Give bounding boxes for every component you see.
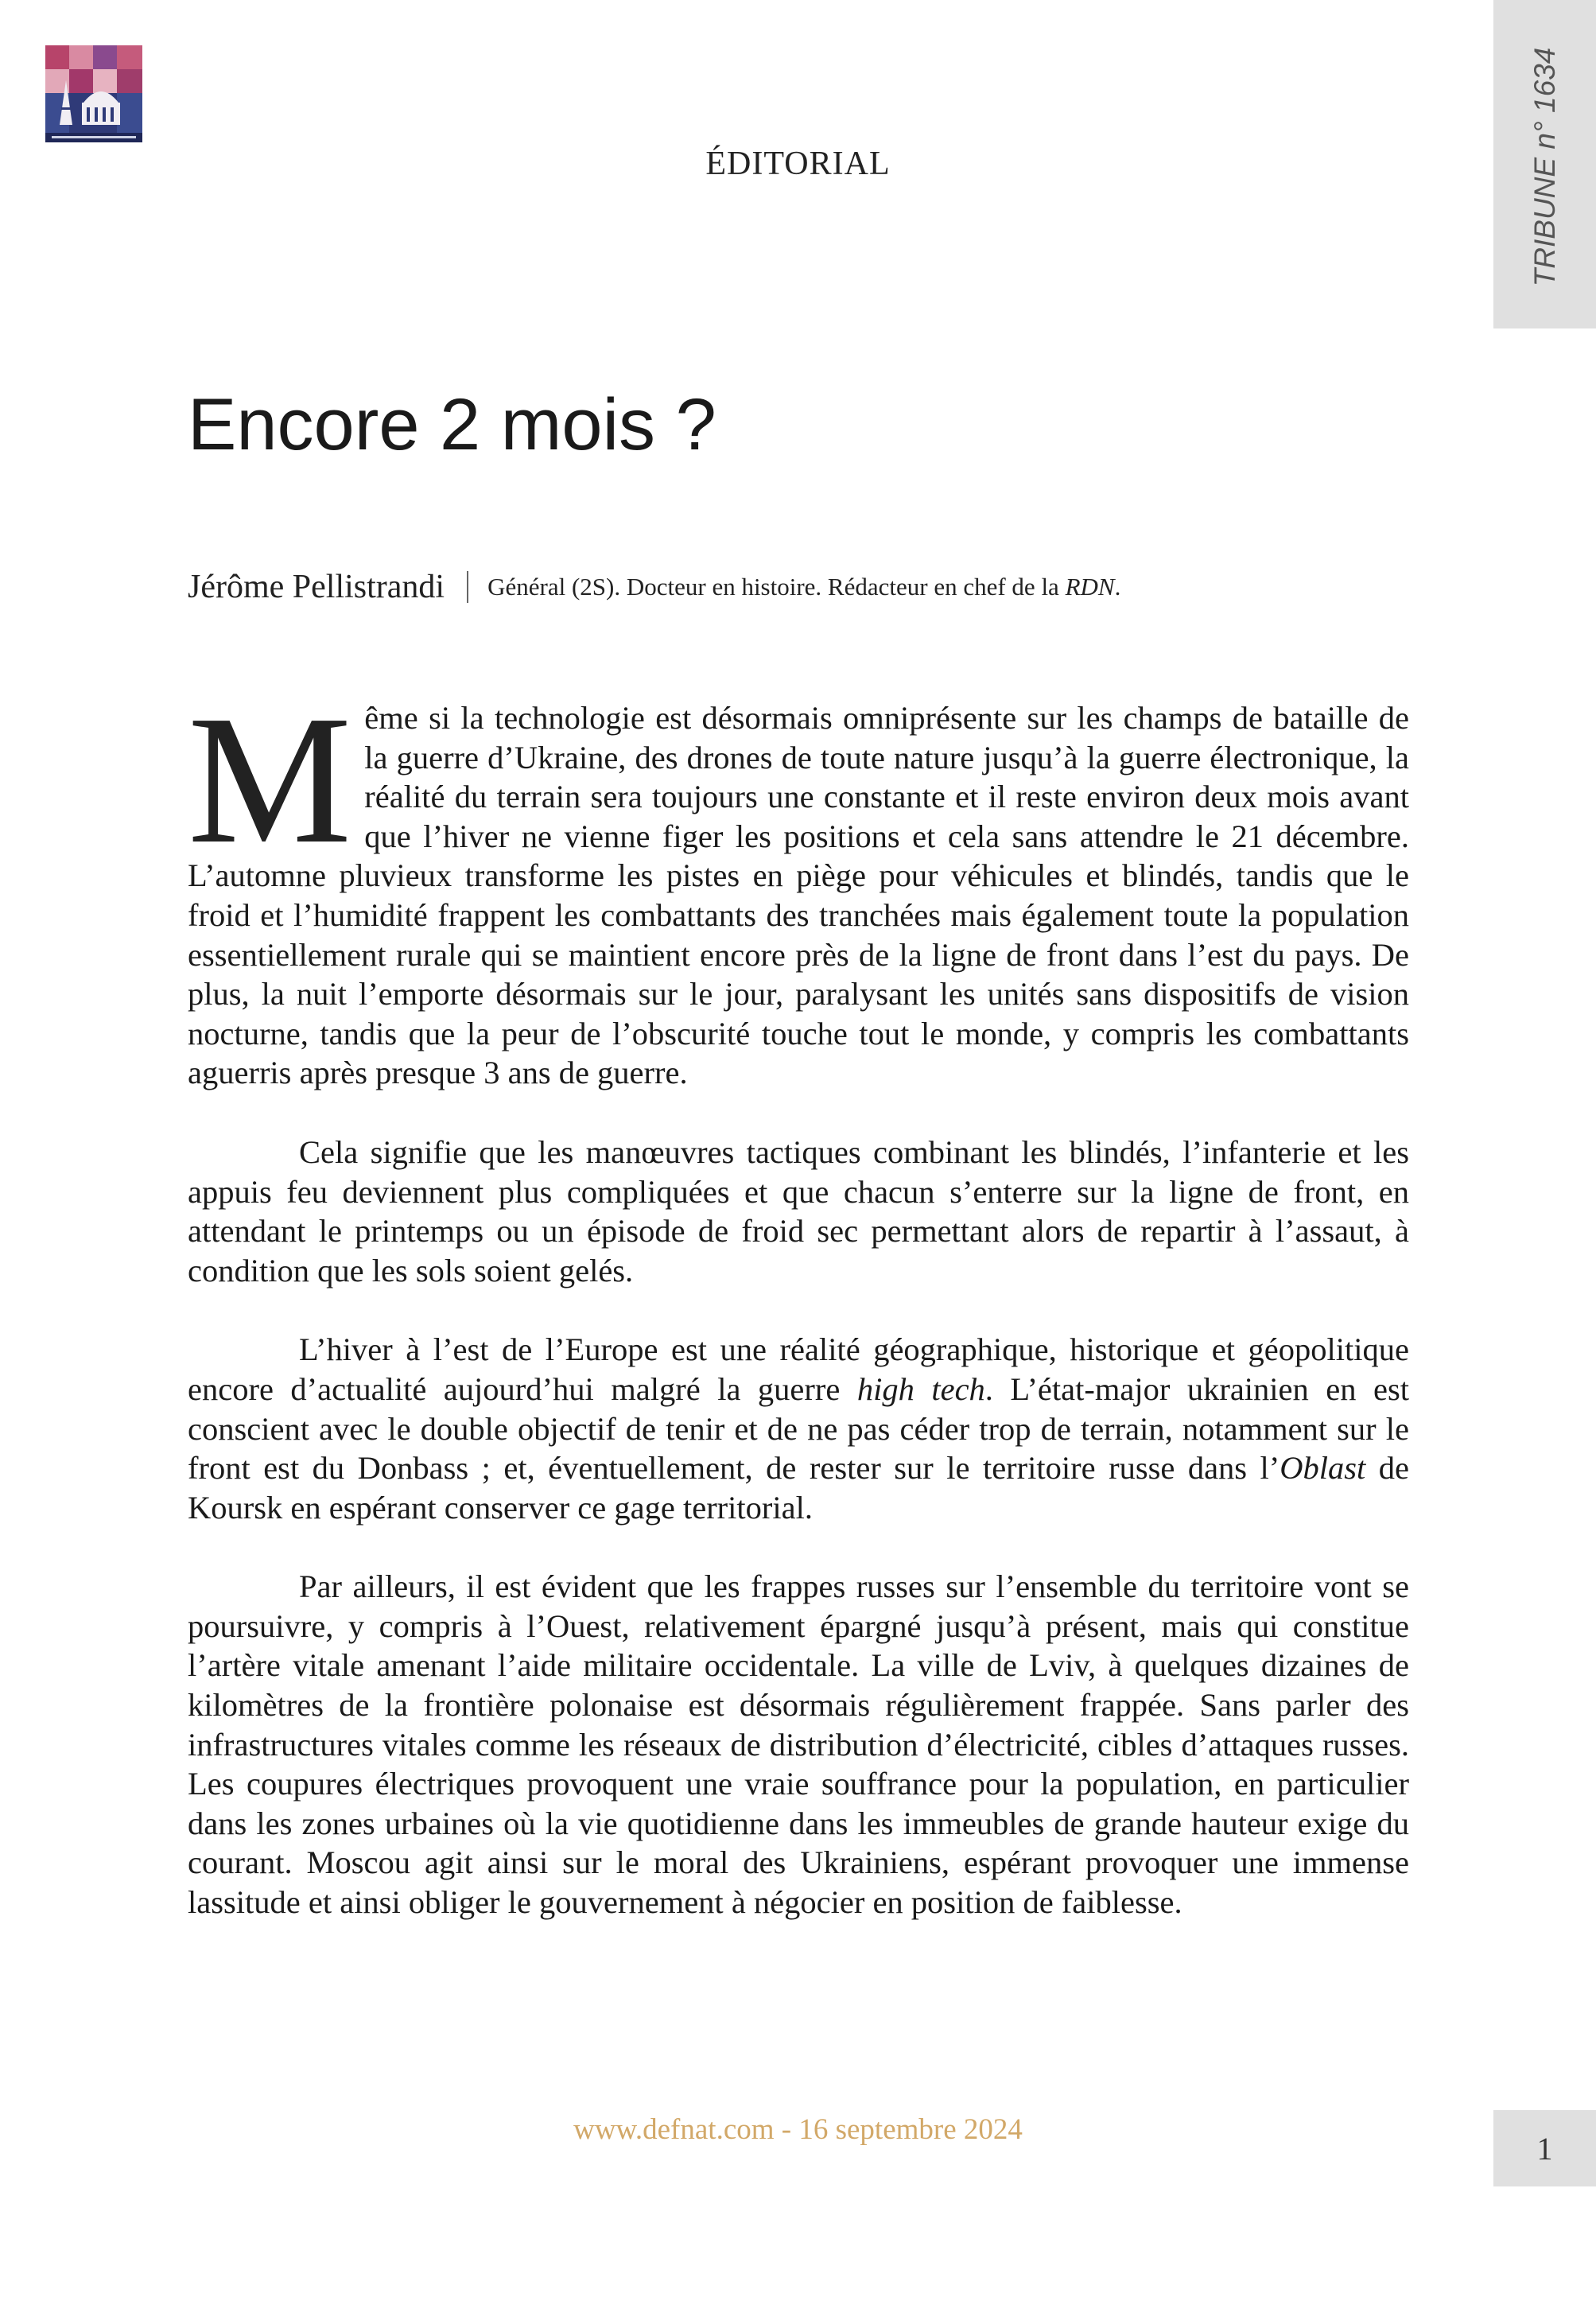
paragraph-3-text-b: . L’état-major ukrainien en est conscient avec le double objectif de tenir et de ne pas céder trop de terrain, notamment sur le front est du Donbass ; et, éventuellement, de rester sur le territoire russe dans l’ [188,1370,1409,1487]
rdn-logo [45,45,142,142]
credentials-rdn: RDN [1065,573,1115,601]
paragraph-3-em-high-tech: high tech [856,1370,985,1407]
section-heading: ÉDITORIAL [705,146,891,182]
footer-url-date: www.defnat.com - 16 septembre 2024 [573,2113,1023,2146]
paragraph-1-text: ême si la technologie est désormais omniprésente sur les champs de bataille de la guerre d’Ukraine, des drones de toute nature jusqu’à la guerre électronique, la réalité du terrain sera toujours une constante et il reste environ deux mois avant que l’hiver ne vienne figer les positions et cela sans attendre le 21 décembre. L’automne pluvieux transforme les pistes en piège pour véhicules et blindés, tandis que le froid et l’humidité frappent les combattants des tranchées mais également toute la population essentiellement rurale qui se maintient encore près de la ligne de front dans l’est du pays. De plus, la nuit l’emporte désormais sur le jour, paralysant les unités sans dispositifs de vision nocturne, tandis que la peur de l’obscurité touche tout le monde, y compris les combattants aguerris après presque 3 ans de guerre. [188,700,1409,1091]
paragraph-3-text-c: de Koursk en espérant conserver ce gage territorial. [188,1450,1409,1526]
paragraph-1 [188,678,1409,1093]
author-name: Jérôme Pellistrandi [188,569,445,605]
paragraph-4: Par ailleurs, il est évident que les frappes russes sur l’ensemble du territoire vont se poursuivre, y compris à l’Ouest, relativement épargné jusqu’à présent, mais qui constitue l’artère vitale amenant l’aide militaire occidentale. La ville de Lviv, à quelques dizaines de kilomètres de la frontière polonaise est désormais régulièrement frappée. Sans parler des infrastructures vitales comme les réseaux de distribution d’électricité, cibles d’attaques russes. Les coupures électriques provoquent une vraie souffrance pour la population, en particulier dans les zones urbaines où la vie quotidienne dans les immeubles de grande hauteur exige du courant. Moscou agit ainsi sur le moral des Ukrainiens, espérant provoquer une immense lassitude et ainsi obliger le gouvernement à négocier en position de faiblesse. [188,1568,1409,1921]
tribune-number: TRIBUNE n° 1634 [1528,47,1561,287]
paragraph-3-text-a: L’hiver à l’est de l’Europe est une réalité géographique, historique et géopolitique encore d’actualité aujourd’hui malgré la guerre [188,1331,1409,1407]
page-number: 1 [1536,2130,1553,2167]
credentials-text: Général (2S). Docteur en histoire. Rédacteur en chef de la [487,573,1066,601]
paragraph-2: Cela signifie que les manœuvres tactiques combinant les blindés, l’infanterie et les appuis feu deviennent plus compliquées et que chacun s’enterre sur la ligne de front, en attendant le printemps ou un épisode de froid sec permettant alors de repartir à l’assaut, à condition que les sols soient gelés. [188,1133,1409,1288]
byline-divider [467,571,468,603]
byline [188,568,1120,606]
article-title: Encore 2 mois ? [188,384,716,465]
drop-cap: M [188,678,352,882]
credentials-end: . [1114,573,1121,601]
article-body [188,678,1409,1962]
page-number-tab [1493,2110,1596,2186]
author-credentials [487,573,1120,601]
paragraph-3-em-oblast: Oblast [1280,1450,1366,1487]
paragraph-3 [188,1330,1409,1527]
